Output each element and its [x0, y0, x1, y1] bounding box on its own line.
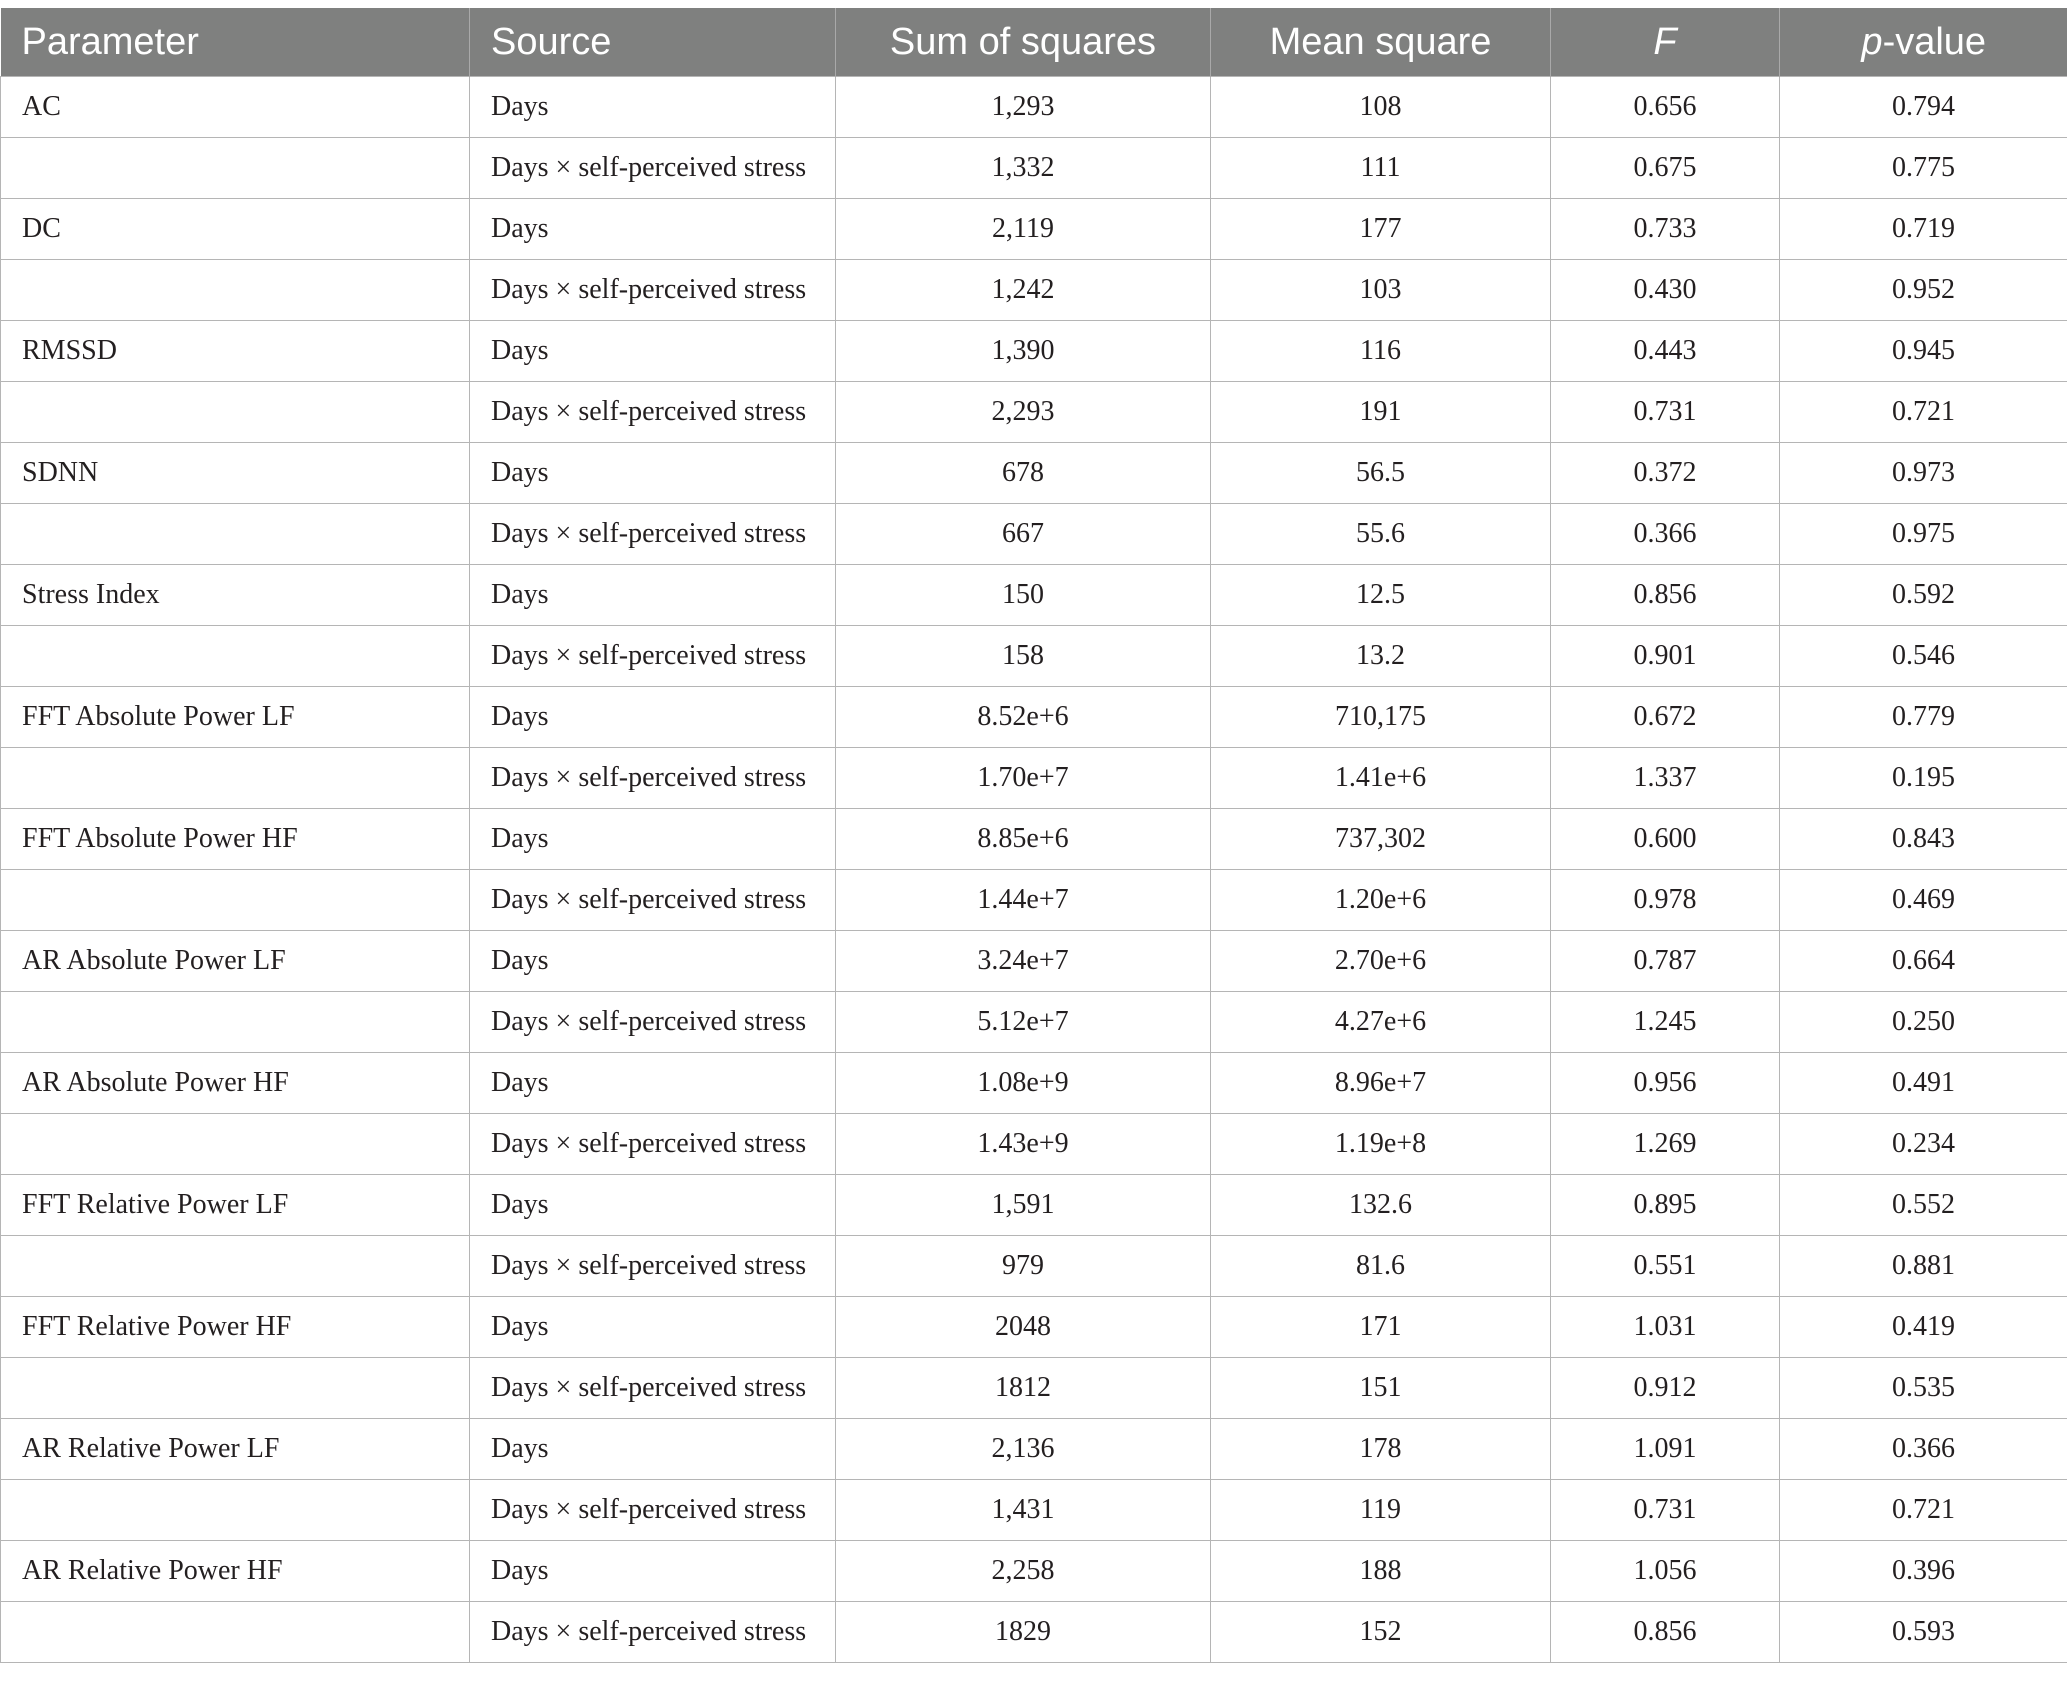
cell-mean-square: 103: [1211, 260, 1551, 321]
table-row: [1, 382, 2067, 443]
cell-sum-of-squares: 1.08e+9: [836, 1053, 1211, 1114]
cell-mean-square: 1.20e+6: [1211, 870, 1551, 931]
header-source: Source: [470, 8, 836, 77]
cell-p-value: 0.195: [1780, 748, 2067, 809]
cell-parameter: [1, 1480, 470, 1541]
table-row: [1, 443, 2067, 504]
cell-f: 0.901: [1551, 626, 1780, 687]
cell-p-value: 0.535: [1780, 1358, 2067, 1419]
cell-mean-square: 119: [1211, 1480, 1551, 1541]
cell-parameter: AR Absolute Power HF: [1, 1053, 470, 1114]
cell-f: 0.656: [1551, 77, 1780, 138]
cell-f: 1.245: [1551, 992, 1780, 1053]
table-row: [1, 1175, 2067, 1236]
cell-sum-of-squares: 1,242: [836, 260, 1211, 321]
cell-source: Days × self-perceived stress: [470, 382, 836, 443]
cell-f: 1.031: [1551, 1297, 1780, 1358]
table-row: [1, 1541, 2067, 1602]
cell-parameter: FFT Relative Power HF: [1, 1297, 470, 1358]
cell-p-value: 0.975: [1780, 504, 2067, 565]
cell-parameter: [1, 1114, 470, 1175]
cell-sum-of-squares: 5.12e+7: [836, 992, 1211, 1053]
cell-parameter: AC: [1, 77, 470, 138]
cell-p-value: 0.721: [1780, 382, 2067, 443]
table-row: [1, 1358, 2067, 1419]
header-p-value: [1780, 8, 2067, 77]
cell-source: Days: [470, 687, 836, 748]
table-body: [1, 77, 2067, 1663]
cell-p-value: 0.593: [1780, 1602, 2067, 1663]
cell-mean-square: 108: [1211, 77, 1551, 138]
cell-mean-square: 81.6: [1211, 1236, 1551, 1297]
table-row: [1, 321, 2067, 382]
cell-mean-square: 152: [1211, 1602, 1551, 1663]
cell-p-value: 0.775: [1780, 138, 2067, 199]
cell-source: Days × self-perceived stress: [470, 626, 836, 687]
cell-sum-of-squares: 1,293: [836, 77, 1211, 138]
cell-source: Days: [470, 199, 836, 260]
cell-mean-square: 55.6: [1211, 504, 1551, 565]
cell-sum-of-squares: 150: [836, 565, 1211, 626]
cell-parameter: FFT Absolute Power HF: [1, 809, 470, 870]
cell-sum-of-squares: 2,119: [836, 199, 1211, 260]
table-row: [1, 199, 2067, 260]
cell-mean-square: 177: [1211, 199, 1551, 260]
cell-mean-square: 151: [1211, 1358, 1551, 1419]
cell-source: Days × self-perceived stress: [470, 504, 836, 565]
header-p-suffix: -value: [1882, 20, 1987, 63]
cell-f: 1.056: [1551, 1541, 1780, 1602]
cell-mean-square: 171: [1211, 1297, 1551, 1358]
cell-sum-of-squares: 979: [836, 1236, 1211, 1297]
cell-parameter: [1, 260, 470, 321]
cell-source: Days × self-perceived stress: [470, 1358, 836, 1419]
table-header: [1, 8, 2067, 77]
cell-f: 0.443: [1551, 321, 1780, 382]
cell-source: Days × self-perceived stress: [470, 138, 836, 199]
cell-p-value: 0.664: [1780, 931, 2067, 992]
cell-parameter: [1, 504, 470, 565]
header-row: [1, 8, 2067, 77]
header-mean-square: Mean square: [1211, 8, 1551, 77]
cell-source: Days: [470, 321, 836, 382]
cell-source: Days × self-perceived stress: [470, 870, 836, 931]
cell-p-value: 0.419: [1780, 1297, 2067, 1358]
cell-p-value: 0.843: [1780, 809, 2067, 870]
cell-mean-square: 191: [1211, 382, 1551, 443]
cell-p-value: 0.952: [1780, 260, 2067, 321]
cell-f: 1.337: [1551, 748, 1780, 809]
cell-mean-square: 111: [1211, 138, 1551, 199]
cell-source: Days × self-perceived stress: [470, 748, 836, 809]
cell-f: 0.731: [1551, 382, 1780, 443]
cell-sum-of-squares: 1829: [836, 1602, 1211, 1663]
cell-p-value: 0.794: [1780, 77, 2067, 138]
cell-sum-of-squares: 1,390: [836, 321, 1211, 382]
cell-p-value: 0.366: [1780, 1419, 2067, 1480]
cell-p-value: 0.469: [1780, 870, 2067, 931]
table-row: [1, 565, 2067, 626]
cell-f: 0.787: [1551, 931, 1780, 992]
cell-source: Days: [470, 931, 836, 992]
table-row: [1, 1480, 2067, 1541]
cell-parameter: [1, 626, 470, 687]
cell-f: 0.675: [1551, 138, 1780, 199]
cell-f: 0.912: [1551, 1358, 1780, 1419]
anova-table-container: [0, 8, 2067, 1663]
table-row: [1, 504, 2067, 565]
table-row: [1, 992, 2067, 1053]
table-row: [1, 809, 2067, 870]
cell-parameter: [1, 992, 470, 1053]
cell-sum-of-squares: 1,431: [836, 1480, 1211, 1541]
cell-sum-of-squares: 1,332: [836, 138, 1211, 199]
cell-source: Days: [470, 1541, 836, 1602]
cell-f: 1.269: [1551, 1114, 1780, 1175]
cell-p-value: 0.721: [1780, 1480, 2067, 1541]
cell-sum-of-squares: 1.70e+7: [836, 748, 1211, 809]
cell-mean-square: 116: [1211, 321, 1551, 382]
header-f: F: [1551, 8, 1780, 77]
table-row: [1, 931, 2067, 992]
cell-parameter: [1, 870, 470, 931]
cell-p-value: 0.881: [1780, 1236, 2067, 1297]
cell-source: Days × self-perceived stress: [470, 1114, 836, 1175]
cell-sum-of-squares: 8.85e+6: [836, 809, 1211, 870]
cell-mean-square: 1.19e+8: [1211, 1114, 1551, 1175]
cell-parameter: [1, 1236, 470, 1297]
table-row: [1, 1053, 2067, 1114]
cell-p-value: 0.250: [1780, 992, 2067, 1053]
cell-source: Days: [470, 1297, 836, 1358]
cell-mean-square: 132.6: [1211, 1175, 1551, 1236]
anova-table: [0, 8, 2067, 1663]
cell-parameter: FFT Absolute Power LF: [1, 687, 470, 748]
table-row: [1, 870, 2067, 931]
cell-mean-square: 12.5: [1211, 565, 1551, 626]
cell-p-value: 0.491: [1780, 1053, 2067, 1114]
cell-sum-of-squares: 158: [836, 626, 1211, 687]
cell-f: 0.372: [1551, 443, 1780, 504]
cell-sum-of-squares: 2,258: [836, 1541, 1211, 1602]
table-row: [1, 77, 2067, 138]
cell-f: 0.731: [1551, 1480, 1780, 1541]
cell-sum-of-squares: 1,591: [836, 1175, 1211, 1236]
table-row: [1, 1419, 2067, 1480]
cell-sum-of-squares: 2048: [836, 1297, 1211, 1358]
cell-p-value: 0.592: [1780, 565, 2067, 626]
cell-parameter: Stress Index: [1, 565, 470, 626]
cell-parameter: [1, 1602, 470, 1663]
cell-source: Days: [470, 77, 836, 138]
cell-mean-square: 2.70e+6: [1211, 931, 1551, 992]
cell-source: Days × self-perceived stress: [470, 1602, 836, 1663]
cell-parameter: FFT Relative Power LF: [1, 1175, 470, 1236]
table-row: [1, 1297, 2067, 1358]
cell-f: 0.600: [1551, 809, 1780, 870]
cell-sum-of-squares: 667: [836, 504, 1211, 565]
cell-f: 0.978: [1551, 870, 1780, 931]
cell-f: 0.430: [1551, 260, 1780, 321]
cell-p-value: 0.546: [1780, 626, 2067, 687]
cell-sum-of-squares: 1.43e+9: [836, 1114, 1211, 1175]
cell-mean-square: 178: [1211, 1419, 1551, 1480]
cell-parameter: RMSSD: [1, 321, 470, 382]
cell-source: Days × self-perceived stress: [470, 1236, 836, 1297]
cell-parameter: AR Relative Power HF: [1, 1541, 470, 1602]
table-row: [1, 626, 2067, 687]
cell-mean-square: 1.41e+6: [1211, 748, 1551, 809]
cell-source: Days: [470, 1175, 836, 1236]
cell-source: Days: [470, 443, 836, 504]
cell-f: 1.091: [1551, 1419, 1780, 1480]
cell-parameter: AR Absolute Power LF: [1, 931, 470, 992]
table-row: [1, 687, 2067, 748]
header-sum-of-squares: Sum of squares: [836, 8, 1211, 77]
header-p-prefix: p: [1861, 20, 1883, 63]
cell-p-value: 0.552: [1780, 1175, 2067, 1236]
cell-parameter: DC: [1, 199, 470, 260]
cell-p-value: 0.234: [1780, 1114, 2067, 1175]
cell-parameter: [1, 1358, 470, 1419]
cell-source: Days: [470, 1053, 836, 1114]
cell-source: Days × self-perceived stress: [470, 1480, 836, 1541]
cell-p-value: 0.973: [1780, 443, 2067, 504]
cell-f: 0.551: [1551, 1236, 1780, 1297]
cell-source: Days: [470, 1419, 836, 1480]
cell-mean-square: 4.27e+6: [1211, 992, 1551, 1053]
cell-f: 0.856: [1551, 565, 1780, 626]
cell-mean-square: 188: [1211, 1541, 1551, 1602]
cell-source: Days: [470, 565, 836, 626]
cell-mean-square: 8.96e+7: [1211, 1053, 1551, 1114]
cell-parameter: [1, 138, 470, 199]
table-row: [1, 1236, 2067, 1297]
cell-f: 0.956: [1551, 1053, 1780, 1114]
cell-f: 0.366: [1551, 504, 1780, 565]
cell-sum-of-squares: 2,293: [836, 382, 1211, 443]
table-row: [1, 748, 2067, 809]
cell-sum-of-squares: 3.24e+7: [836, 931, 1211, 992]
cell-p-value: 0.719: [1780, 199, 2067, 260]
cell-source: Days × self-perceived stress: [470, 260, 836, 321]
cell-f: 0.856: [1551, 1602, 1780, 1663]
cell-p-value: 0.396: [1780, 1541, 2067, 1602]
table-row: [1, 138, 2067, 199]
cell-sum-of-squares: 1812: [836, 1358, 1211, 1419]
cell-source: Days: [470, 809, 836, 870]
cell-parameter: [1, 382, 470, 443]
cell-parameter: AR Relative Power LF: [1, 1419, 470, 1480]
header-parameter: Parameter: [1, 8, 470, 77]
cell-source: Days × self-perceived stress: [470, 992, 836, 1053]
cell-mean-square: 737,302: [1211, 809, 1551, 870]
table-row: [1, 1114, 2067, 1175]
cell-sum-of-squares: 1.44e+7: [836, 870, 1211, 931]
cell-p-value: 0.945: [1780, 321, 2067, 382]
cell-parameter: SDNN: [1, 443, 470, 504]
cell-f: 0.733: [1551, 199, 1780, 260]
cell-sum-of-squares: 2,136: [836, 1419, 1211, 1480]
cell-f: 0.672: [1551, 687, 1780, 748]
cell-p-value: 0.779: [1780, 687, 2067, 748]
cell-sum-of-squares: 8.52e+6: [836, 687, 1211, 748]
cell-mean-square: 56.5: [1211, 443, 1551, 504]
cell-f: 0.895: [1551, 1175, 1780, 1236]
cell-mean-square: 13.2: [1211, 626, 1551, 687]
table-row: [1, 260, 2067, 321]
cell-mean-square: 710,175: [1211, 687, 1551, 748]
cell-parameter: [1, 748, 470, 809]
cell-sum-of-squares: 678: [836, 443, 1211, 504]
table-row: [1, 1602, 2067, 1663]
